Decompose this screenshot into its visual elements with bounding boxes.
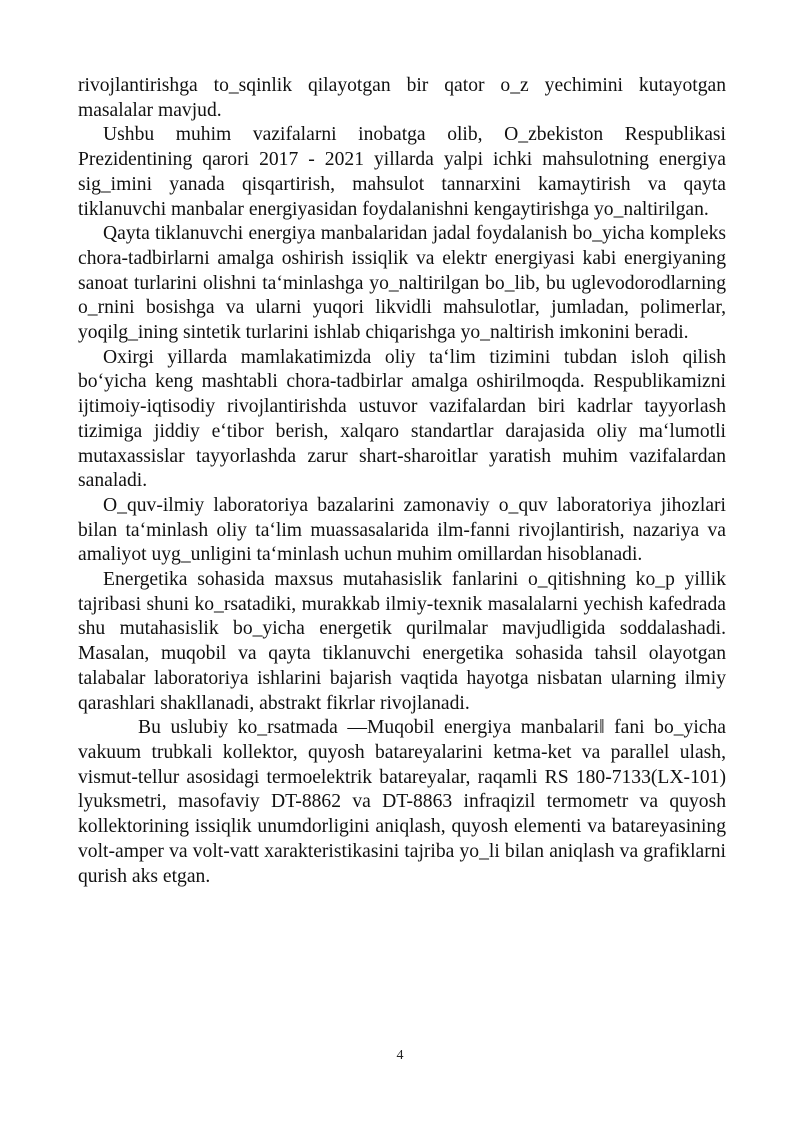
paragraph-renewable-energy: Qayta tiklanuvchi energiya manbalaridan jadal foydalanish bo_yicha kompleks chora-tadbirlarni amalga oshirish issiqlik va elektr energiyasi kabi energiyaning sanoat turlarini olishni taʻminlashga yo_naltirilgan bo_lib, bu uglevodorodlarning o_rnini bosishga va ularni yuqori likvidli mahsulotlar, jumladan, polimerlar, yoqilg_ining sintetik turlarini ishlab chiqarishga yo_naltirish imkonini beradi. bbox=[78, 223, 726, 344]
paragraph-president-decree: Ushbu muhim vazifalarni inobatga olib, O_zbekiston Respublikasi Prezidentining qarori 2017 - 2021 yillarda yalpi ichki mahsulotning energiya sig_imini yanada qisqartirish, mahsulot tannarxini kamaytirish va qayta tiklanuvchi manbalar energiyasidan foydalanishni kengaytirishga yo_naltirilgan. bbox=[78, 124, 726, 220]
paragraph-methodical-guide: Bu uslubiy ko_rsatmada ―Muqobil energiya manbalari‖ fani bo_yicha vakuum trubkali kollektor, quyosh batareyalarini ketma-ket va parallel ulash, vismut-tellur asosidagi termoelektrik batareyalar, raqamli RS 180-7133(LX-101) lyuksmetri, masofaviy DT-8862 va DT-8863 infraqizil termometr va quyosh kollektorining issiqlik unumdorligini aniqlash, quyosh elementi va batareyasining volt-amper va volt-vatt xarakteristikasini tajriba yo_li bilan aniqlash va grafiklarni qurish aks etgan. bbox=[78, 717, 726, 887]
paragraph-laboratory-bases: O_quv-ilmiy laboratoriya bazalarini zamonaviy o_quv laboratoriya jihozlari bilan taʻminlash oliy taʻlim muassasalarida ilm-fanni rivojlantirish, nazariya va amaliyot uyg_unligini taʻminlash uchun muhim omillardan hisoblanadi. bbox=[78, 494, 726, 566]
paragraph-energy-teaching: Energetika sohasida maxsus mutahasislik fanlarini o_qitishning ko_p yillik tajribasi shuni ko_rsatadiki, murakkab ilmiy-texnik masalalarni yechish kafedrada shu mutahasislik bo_yicha energetik qurilmalar mavjudligida soddalashadi. Masalan, muqobil va qayta tiklanuvchi energetika sohasida tahsil olayotgan talabalar laboratoriya ishlarini bajarish vaqtida hayotga nisbatan ularning ilmiy qarashlari shakllanadi, abstrakt fikrlar rivojlanadi. bbox=[78, 569, 726, 714]
paragraph-continuation: rivojlantirishga to_sqinlik qilayotgan bir qator o_z yechimini kutayotgan masalalar mavjud. bbox=[78, 75, 726, 121]
page-number: 4 bbox=[396, 1048, 404, 1063]
document-page bbox=[78, 74, 726, 889]
paragraph-higher-education: Oxirgi yillarda mamlakatimizda oliy taʻlim tizimini tubdan isloh qilish boʻyicha keng mashtabli chora-tadbirlar amalga oshirilmoqda. Respublikamizni ijtimoiy-iqtisodiy rivojlantirishda ustuvor vazifalardan biri kadrlar tayyorlash tizimiga jiddiy eʻtibor berish, xalqaro standartlar darajasida oliy maʻlumotli mutaxassislar tayyorlashda zarur shart-sharoitlar yaratish muhim vazifalardan sanaladi. bbox=[78, 346, 726, 492]
